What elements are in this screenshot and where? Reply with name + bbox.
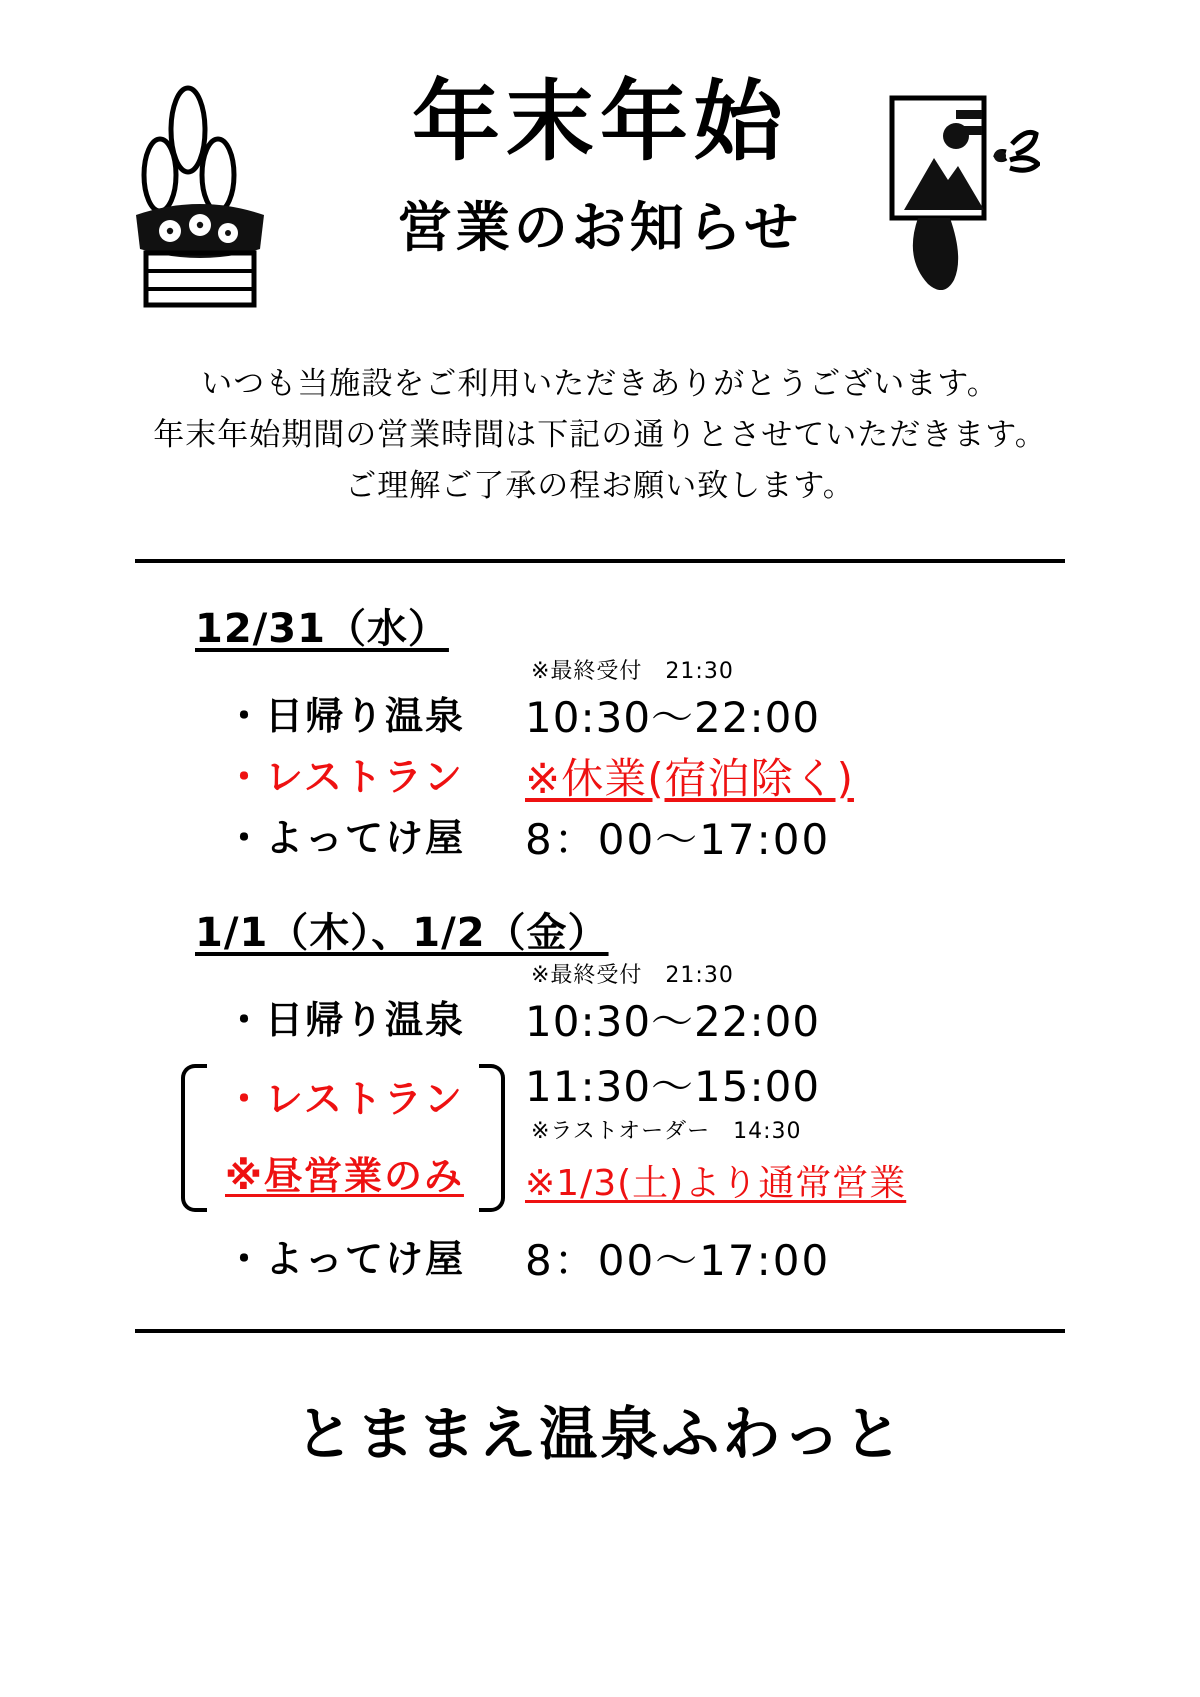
row-value-onsen-1231: 10:30〜22:00 [525,693,821,743]
schedule-row-restaurant-0101 [135,1060,1065,1217]
row-value-restaurant-1231: ※休業(宿泊除く) [525,754,854,804]
row-label-onsen-1231: ・日帰り温泉 [225,694,466,739]
schedule-row-yottekeya-1231 [135,813,1065,868]
last-reception-note-row-1231 [135,654,1065,685]
schedule-block-1231 [135,597,1065,867]
last-reception-note-1231: ※最終受付 21:30 [531,659,734,685]
row-label-onsen-0101: ・日帰り温泉 [225,998,466,1043]
kadomatsu-icon [130,75,270,315]
intro-line-3: ご理解ご了承の程お願い致します。 [345,468,855,504]
schedule-row-onsen-1231 [135,691,1065,746]
row-value-yottekeya-1231: 8：00〜17:00 [525,814,831,864]
row-label-yottekeya-0101: ・よってけ屋 [225,1237,466,1282]
divider-bottom [135,1329,1065,1333]
row-label-lunch-only-0101: ※昼営業のみ [225,1154,464,1199]
date-heading-0101-0102: 1/1（木）、1/2（金） [195,910,609,957]
last-order-note-0101: ※ラストオーダー 14:30 [531,1119,802,1145]
last-reception-note-row-0101 [135,958,1065,989]
hagoita-icon [860,90,1040,290]
poster-header [0,0,1200,330]
schedule-row-yottekeya-0101 [135,1234,1065,1289]
schedule-row-onsen-0101 [135,995,1065,1050]
facility-name: とままえ温泉ふわっと [295,1399,905,1468]
title-block [397,75,803,261]
last-reception-note-0101: ※最終受付 21:30 [531,963,734,989]
restaurant-bracket-group [135,1060,525,1217]
row-label-restaurant-0101: ・レストラン [225,1076,464,1121]
intro-line-2: 年末年始期間の営業時間は下記の通りとさせていただきます。 [153,417,1047,453]
schedule-section [135,563,1065,1289]
date-heading-1231: 12/31（水） [195,606,449,653]
bracket-left-icon [181,1064,207,1213]
row-value-restaurant-0101: 11:30〜15:00 [525,1061,821,1111]
schedule-row-restaurant-1231 [135,752,1065,807]
intro-line-1: いつも当施設をご利用いただきありがとうございます。 [201,366,999,401]
row-value-normal-hours-note: ※1/3(土)より通常営業 [525,1163,907,1205]
row-value-onsen-0101: 10:30〜22:00 [525,997,821,1047]
schedule-block-0101-0102 [135,901,1065,1289]
bracket-right-icon [479,1064,505,1213]
intro-text [0,358,1200,511]
row-label-yottekeya-1231: ・よってけ屋 [225,815,466,860]
page-subtitle: 営業のお知らせ [397,197,803,258]
row-value-yottekeya-0101: 8：00〜17:00 [525,1236,831,1286]
row-label-restaurant-1231: ・レストラン [225,755,464,800]
page-title: 年末年始 [411,75,788,173]
